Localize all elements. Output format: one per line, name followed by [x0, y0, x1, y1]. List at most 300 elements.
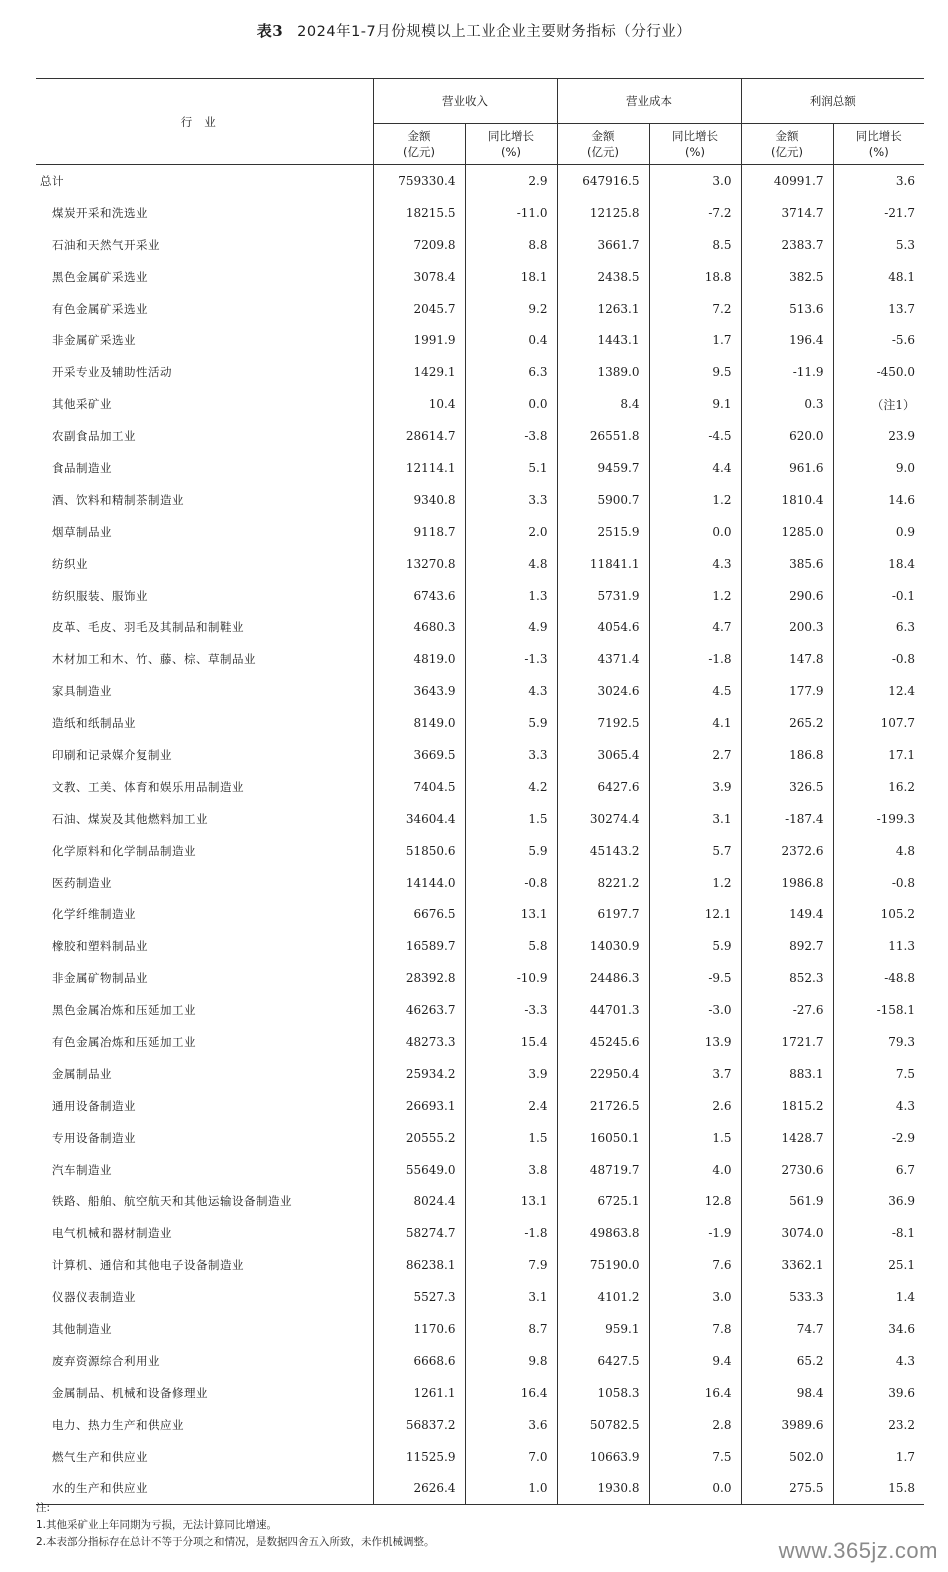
table-row: [36, 548, 924, 580]
value-cell: 1.7: [649, 324, 741, 356]
header-growth: [833, 124, 924, 165]
value-cell: 6197.7: [557, 898, 649, 930]
value-cell: 17.1: [833, 739, 924, 771]
value-cell: 196.4: [741, 324, 833, 356]
value-cell: 46263.7: [373, 994, 465, 1026]
value-cell: 2.8: [649, 1409, 741, 1441]
value-cell: 0.0: [465, 388, 557, 420]
value-cell: 9118.7: [373, 516, 465, 548]
table-row: [36, 452, 924, 484]
value-cell: 892.7: [741, 930, 833, 962]
industry-name: 煤炭开采和洗选业: [52, 205, 148, 220]
industry-name: 文教、工美、体育和娱乐用品制造业: [52, 779, 244, 794]
value-cell: 4054.6: [557, 611, 649, 643]
value-cell: -9.5: [649, 962, 741, 994]
value-cell: 13.9: [649, 1026, 741, 1058]
value-cell: 2438.5: [557, 261, 649, 293]
value-cell: 9.1: [649, 388, 741, 420]
table-row: [36, 484, 924, 516]
value-cell: 5900.7: [557, 484, 649, 516]
value-cell: 13.1: [465, 898, 557, 930]
value-cell: -1.8: [465, 1217, 557, 1249]
table-row: [36, 867, 924, 899]
industry-name: 仪器仪表制造业: [52, 1290, 136, 1305]
table-row: [36, 580, 924, 612]
table-row: [36, 835, 924, 867]
value-cell: 6.3: [465, 356, 557, 388]
table-row: [36, 739, 924, 771]
value-cell: 1285.0: [741, 516, 833, 548]
value-cell: 7.9: [465, 1249, 557, 1281]
value-cell: 647916.5: [557, 165, 649, 197]
value-cell: 15.8: [833, 1473, 924, 1505]
value-cell: 48.1: [833, 261, 924, 293]
value-cell: -0.1: [833, 580, 924, 612]
industry-name: 有色金属矿采选业: [52, 301, 148, 316]
value-cell: 7.2: [649, 293, 741, 325]
value-cell: 9.2: [465, 293, 557, 325]
value-cell: -7.2: [649, 197, 741, 229]
value-cell: 3.3: [465, 739, 557, 771]
value-cell: 1815.2: [741, 1090, 833, 1122]
value-cell: 14.6: [833, 484, 924, 516]
header-amount-label: 金额: [775, 129, 799, 143]
value-cell: 44701.3: [557, 994, 649, 1026]
table-row: [36, 707, 924, 739]
value-cell: -3.8: [465, 420, 557, 452]
table-row: [36, 1186, 924, 1218]
value-cell: 98.4: [741, 1377, 833, 1409]
value-cell: 4.3: [833, 1345, 924, 1377]
value-cell: 11525.9: [373, 1441, 465, 1473]
value-cell: 8.5: [649, 229, 741, 261]
header-growth-label: 同比增长: [488, 129, 534, 143]
value-cell: 4.4: [649, 452, 741, 484]
value-cell: 1389.0: [557, 356, 649, 388]
industry-name: 电力、热力生产和供应业: [52, 1417, 184, 1432]
value-cell: 1930.8: [557, 1473, 649, 1505]
table-row: [36, 516, 924, 548]
value-cell: 7.5: [649, 1441, 741, 1473]
value-cell: 4.0: [649, 1154, 741, 1186]
value-cell: 34.6: [833, 1313, 924, 1345]
value-cell: 0.3: [741, 388, 833, 420]
table-row: [36, 1090, 924, 1122]
value-cell: 13.7: [833, 293, 924, 325]
industry-name: 汽车制造业: [52, 1162, 112, 1177]
value-cell: -0.8: [833, 867, 924, 899]
value-cell: 4.9: [465, 611, 557, 643]
value-cell: 961.6: [741, 452, 833, 484]
table-row: [36, 611, 924, 643]
value-cell: 7.0: [465, 1441, 557, 1473]
table-row: [36, 1154, 924, 1186]
table-row: [36, 1122, 924, 1154]
value-cell: 1058.3: [557, 1377, 649, 1409]
header-profit: 利润总额: [741, 79, 924, 124]
value-cell: -2.9: [833, 1122, 924, 1154]
industry-name: 废弃资源综合利用业: [52, 1353, 160, 1368]
value-cell: -21.7: [833, 197, 924, 229]
industry-name: 家具制造业: [52, 684, 112, 699]
value-cell: 26551.8: [557, 420, 649, 452]
value-cell: 9.4: [649, 1345, 741, 1377]
value-cell: -1.9: [649, 1217, 741, 1249]
value-cell: 13.1: [465, 1186, 557, 1218]
value-cell: 1.2: [649, 867, 741, 899]
value-cell: 14144.0: [373, 867, 465, 899]
value-cell: 561.9: [741, 1186, 833, 1218]
value-cell: 4.3: [465, 675, 557, 707]
industry-name: 有色金属冶炼和压延加工业: [52, 1034, 196, 1049]
value-cell: 14030.9: [557, 930, 649, 962]
industry-name: 水的生产和供应业: [36, 1473, 373, 1505]
value-cell: 6676.5: [373, 898, 465, 930]
value-cell: -158.1: [833, 994, 924, 1026]
value-cell: 4101.2: [557, 1281, 649, 1313]
value-cell: 23.9: [833, 420, 924, 452]
value-cell: 3.9: [649, 771, 741, 803]
value-cell: 3.8: [465, 1154, 557, 1186]
industry-name: 橡胶和塑料制品业: [52, 939, 148, 954]
value-cell: 1429.1: [373, 356, 465, 388]
header-growth-label: 同比增长: [672, 129, 718, 143]
value-cell: 11.3: [833, 930, 924, 962]
value-cell: 1721.7: [741, 1026, 833, 1058]
table-row: [36, 261, 924, 293]
value-cell: 290.6: [741, 580, 833, 612]
value-cell: 385.6: [741, 548, 833, 580]
value-cell: 23.2: [833, 1409, 924, 1441]
value-cell: -4.5: [649, 420, 741, 452]
value-cell: 58274.7: [373, 1217, 465, 1249]
industry-name: 纺织业: [52, 556, 88, 571]
industry-name: 石油、煤炭及其他燃料加工业: [52, 811, 208, 826]
value-cell: 3024.6: [557, 675, 649, 707]
value-cell: 1991.9: [373, 324, 465, 356]
value-cell: 22950.4: [557, 1058, 649, 1090]
value-cell: 1.7: [833, 1441, 924, 1473]
value-cell: 9459.7: [557, 452, 649, 484]
table-row: [36, 994, 924, 1026]
value-cell: 5731.9: [557, 580, 649, 612]
value-cell: 533.3: [741, 1281, 833, 1313]
industry-name: 农副食品加工业: [52, 429, 136, 444]
industry-name: 烟草制品业: [52, 524, 112, 539]
value-cell: -48.8: [833, 962, 924, 994]
value-cell: 6.3: [833, 611, 924, 643]
table-row: [36, 962, 924, 994]
industry-name: 计算机、通信和其他电子设备制造业: [52, 1258, 244, 1273]
value-cell: 1810.4: [741, 484, 833, 516]
industry-name: 化学原料和化学制品制造业: [52, 843, 196, 858]
value-cell: 2.0: [465, 516, 557, 548]
value-cell: -0.8: [465, 867, 557, 899]
header-amount: [557, 124, 649, 165]
table-row: [36, 388, 924, 420]
value-cell: -1.3: [465, 643, 557, 675]
industry-name: 纺织服装、服饰业: [52, 588, 148, 603]
header-growth-unit: (%): [868, 145, 889, 159]
page-title: [0, 20, 948, 41]
value-cell: 959.1: [557, 1313, 649, 1345]
value-cell: -27.6: [741, 994, 833, 1026]
header-amount: [373, 124, 465, 165]
header-growth-unit: (%): [685, 145, 705, 159]
value-cell: -10.9: [465, 962, 557, 994]
value-cell: 12114.1: [373, 452, 465, 484]
value-cell: 105.2: [833, 898, 924, 930]
value-cell: 1.4: [833, 1281, 924, 1313]
industry-name: 非金属矿物制品业: [52, 971, 148, 986]
industry-name: 燃气生产和供应业: [52, 1449, 148, 1464]
value-cell: 5.7: [649, 835, 741, 867]
value-cell: 3.7: [649, 1058, 741, 1090]
value-cell: 4.1: [649, 707, 741, 739]
value-cell: 7192.5: [557, 707, 649, 739]
value-cell: 12.1: [649, 898, 741, 930]
value-cell: 3.1: [465, 1281, 557, 1313]
industry-name: 开采专业及辅助性活动: [52, 365, 172, 380]
value-cell: 6743.6: [373, 580, 465, 612]
industry-name: 石油和天然气开采业: [52, 237, 160, 252]
value-cell: 2.4: [465, 1090, 557, 1122]
header-amount: [741, 124, 833, 165]
value-cell: 16.4: [465, 1377, 557, 1409]
value-cell: 39.6: [833, 1377, 924, 1409]
table-row: [36, 930, 924, 962]
value-cell: -450.0: [833, 356, 924, 388]
table-row: [36, 1441, 924, 1473]
value-cell: 2045.7: [373, 293, 465, 325]
value-cell: 48273.3: [373, 1026, 465, 1058]
table-row: [36, 420, 924, 452]
header-cost: 营业成本: [557, 79, 741, 124]
value-cell: 9340.8: [373, 484, 465, 516]
value-cell: 177.9: [741, 675, 833, 707]
value-cell: 15.4: [465, 1026, 557, 1058]
table-row: [36, 356, 924, 388]
value-cell: 25934.2: [373, 1058, 465, 1090]
industry-name: 非金属矿采选业: [52, 333, 136, 348]
value-cell: 3661.7: [557, 229, 649, 261]
total-row: [36, 165, 924, 197]
value-cell: 186.8: [741, 739, 833, 771]
industry-name: 木材加工和木、竹、藤、棕、草制品业: [52, 652, 256, 667]
table-row: [36, 229, 924, 261]
value-cell: 3.3: [465, 484, 557, 516]
value-cell: 20555.2: [373, 1122, 465, 1154]
value-cell: 74.7: [741, 1313, 833, 1345]
value-cell: 7.8: [649, 1313, 741, 1345]
value-cell: 149.4: [741, 898, 833, 930]
value-cell: 26693.1: [373, 1090, 465, 1122]
value-cell: 502.0: [741, 1441, 833, 1473]
value-cell: 326.5: [741, 771, 833, 803]
value-cell: 3.0: [649, 1281, 741, 1313]
table-row: [36, 324, 924, 356]
value-cell: 147.8: [741, 643, 833, 675]
value-cell: 2515.9: [557, 516, 649, 548]
value-cell: 1170.6: [373, 1313, 465, 1345]
value-cell: 2372.6: [741, 835, 833, 867]
header-amount-label: 金额: [407, 129, 431, 143]
industry-name: 黑色金属矿采选业: [52, 269, 148, 284]
industry-name: 皮革、毛皮、羽毛及其制品和制鞋业: [52, 620, 244, 635]
value-cell: 11841.1: [557, 548, 649, 580]
value-cell: 49863.8: [557, 1217, 649, 1249]
industry-name: 食品制造业: [52, 460, 112, 475]
value-cell: 12.8: [649, 1186, 741, 1218]
table-row: [36, 771, 924, 803]
header-amount-unit: (亿元): [587, 145, 619, 159]
value-cell: -11.0: [465, 197, 557, 229]
value-cell: 883.1: [741, 1058, 833, 1090]
value-cell: 12125.8: [557, 197, 649, 229]
value-cell: 28392.8: [373, 962, 465, 994]
value-cell: 382.5: [741, 261, 833, 293]
value-cell: 9.0: [833, 452, 924, 484]
value-cell: 8.7: [465, 1313, 557, 1345]
value-cell: 3065.4: [557, 739, 649, 771]
table-title: 2024年1-7月份规模以上工业企业主要财务指标（分行业）: [297, 24, 692, 40]
value-cell: 9.8: [465, 1345, 557, 1377]
value-cell: 3078.4: [373, 261, 465, 293]
value-cell: -11.9: [741, 356, 833, 388]
value-cell: 1.5: [649, 1122, 741, 1154]
value-cell: 2730.6: [741, 1154, 833, 1186]
value-cell: 4371.4: [557, 643, 649, 675]
value-cell: 8024.4: [373, 1186, 465, 1218]
table-row: [36, 1345, 924, 1377]
value-cell: 45245.6: [557, 1026, 649, 1058]
value-cell: 759330.4: [373, 165, 465, 197]
value-cell: 2.9: [465, 165, 557, 197]
industry-name: 化学纤维制造业: [52, 907, 136, 922]
value-cell: 3.6: [833, 165, 924, 197]
industry-name: 铁路、船舶、航空航天和其他运输设备制造业: [52, 1194, 292, 1209]
value-cell: 0.4: [465, 324, 557, 356]
industry-name: 专用设备制造业: [52, 1130, 136, 1145]
industry-name: 造纸和纸制品业: [52, 716, 136, 731]
value-cell: 8.4: [557, 388, 649, 420]
value-cell: 50782.5: [557, 1409, 649, 1441]
header-industry: 行业: [36, 79, 373, 165]
header-growth-label: 同比增长: [855, 129, 902, 143]
industry-name: 酒、饮料和精制茶制造业: [52, 492, 184, 507]
value-cell: 3714.7: [741, 197, 833, 229]
value-cell: 16.4: [649, 1377, 741, 1409]
value-cell: -8.1: [833, 1217, 924, 1249]
value-cell: 24486.3: [557, 962, 649, 994]
value-cell: （注1）: [833, 388, 924, 420]
value-cell: 3.6: [465, 1409, 557, 1441]
value-cell: 1.5: [465, 1122, 557, 1154]
value-cell: 2.7: [649, 739, 741, 771]
value-cell: 4.3: [649, 548, 741, 580]
value-cell: 4819.0: [373, 643, 465, 675]
value-cell: 3.0: [649, 165, 741, 197]
industry-name: 总计: [40, 173, 64, 188]
value-cell: 2626.4: [373, 1473, 465, 1505]
value-cell: 4.3: [833, 1090, 924, 1122]
value-cell: 6427.6: [557, 771, 649, 803]
table-code: 表3: [256, 22, 284, 40]
value-cell: 21726.5: [557, 1090, 649, 1122]
table-row: [36, 675, 924, 707]
value-cell: 5.9: [465, 707, 557, 739]
table-row: [36, 1409, 924, 1441]
value-cell: 1.3: [465, 580, 557, 612]
table-row: [36, 1217, 924, 1249]
footnotes: [36, 1500, 435, 1551]
value-cell: 1986.8: [741, 867, 833, 899]
value-cell: 4.2: [465, 771, 557, 803]
value-cell: 12.4: [833, 675, 924, 707]
header-growth: [649, 124, 741, 165]
header-amount-unit: (亿元): [403, 145, 435, 159]
table-row: [36, 1281, 924, 1313]
value-cell: 3989.6: [741, 1409, 833, 1441]
value-cell: 5527.3: [373, 1281, 465, 1313]
value-cell: 10663.9: [557, 1441, 649, 1473]
value-cell: 1261.1: [373, 1377, 465, 1409]
value-cell: 5.1: [465, 452, 557, 484]
value-cell: 513.6: [741, 293, 833, 325]
value-cell: 5.8: [465, 930, 557, 962]
value-cell: -3.0: [649, 994, 741, 1026]
value-cell: 3362.1: [741, 1249, 833, 1281]
value-cell: 8149.0: [373, 707, 465, 739]
value-cell: 7209.8: [373, 229, 465, 261]
value-cell: 1.2: [649, 580, 741, 612]
value-cell: 2.6: [649, 1090, 741, 1122]
value-cell: 4.7: [649, 611, 741, 643]
value-cell: 4.8: [833, 835, 924, 867]
value-cell: 6725.1: [557, 1186, 649, 1218]
industry-name: 电气机械和器材制造业: [52, 1226, 172, 1241]
financial-indicators-table: [36, 78, 924, 1505]
table-row: [36, 643, 924, 675]
value-cell: 852.3: [741, 962, 833, 994]
table-row: [36, 1377, 924, 1409]
value-cell: 275.5: [741, 1473, 833, 1505]
table-row: [36, 898, 924, 930]
value-cell: -1.8: [649, 643, 741, 675]
value-cell: 36.9: [833, 1186, 924, 1218]
value-cell: 10.4: [373, 388, 465, 420]
value-cell: 40991.7: [741, 165, 833, 197]
value-cell: 75190.0: [557, 1249, 649, 1281]
value-cell: 5.3: [833, 229, 924, 261]
value-cell: 48719.7: [557, 1154, 649, 1186]
header-amount-unit: (亿元): [771, 145, 803, 159]
value-cell: 1428.7: [741, 1122, 833, 1154]
value-cell: -5.6: [833, 324, 924, 356]
value-cell: 4680.3: [373, 611, 465, 643]
value-cell: 0.0: [649, 516, 741, 548]
industry-name: 通用设备制造业: [52, 1098, 136, 1113]
value-cell: 7.5: [833, 1058, 924, 1090]
industry-name: 其他采矿业: [52, 397, 112, 412]
value-cell: 8221.2: [557, 867, 649, 899]
value-cell: 1.2: [649, 484, 741, 516]
value-cell: 28614.7: [373, 420, 465, 452]
header-revenue: 营业收入: [373, 79, 557, 124]
value-cell: 45143.2: [557, 835, 649, 867]
value-cell: 1443.1: [557, 324, 649, 356]
value-cell: 13270.8: [373, 548, 465, 580]
